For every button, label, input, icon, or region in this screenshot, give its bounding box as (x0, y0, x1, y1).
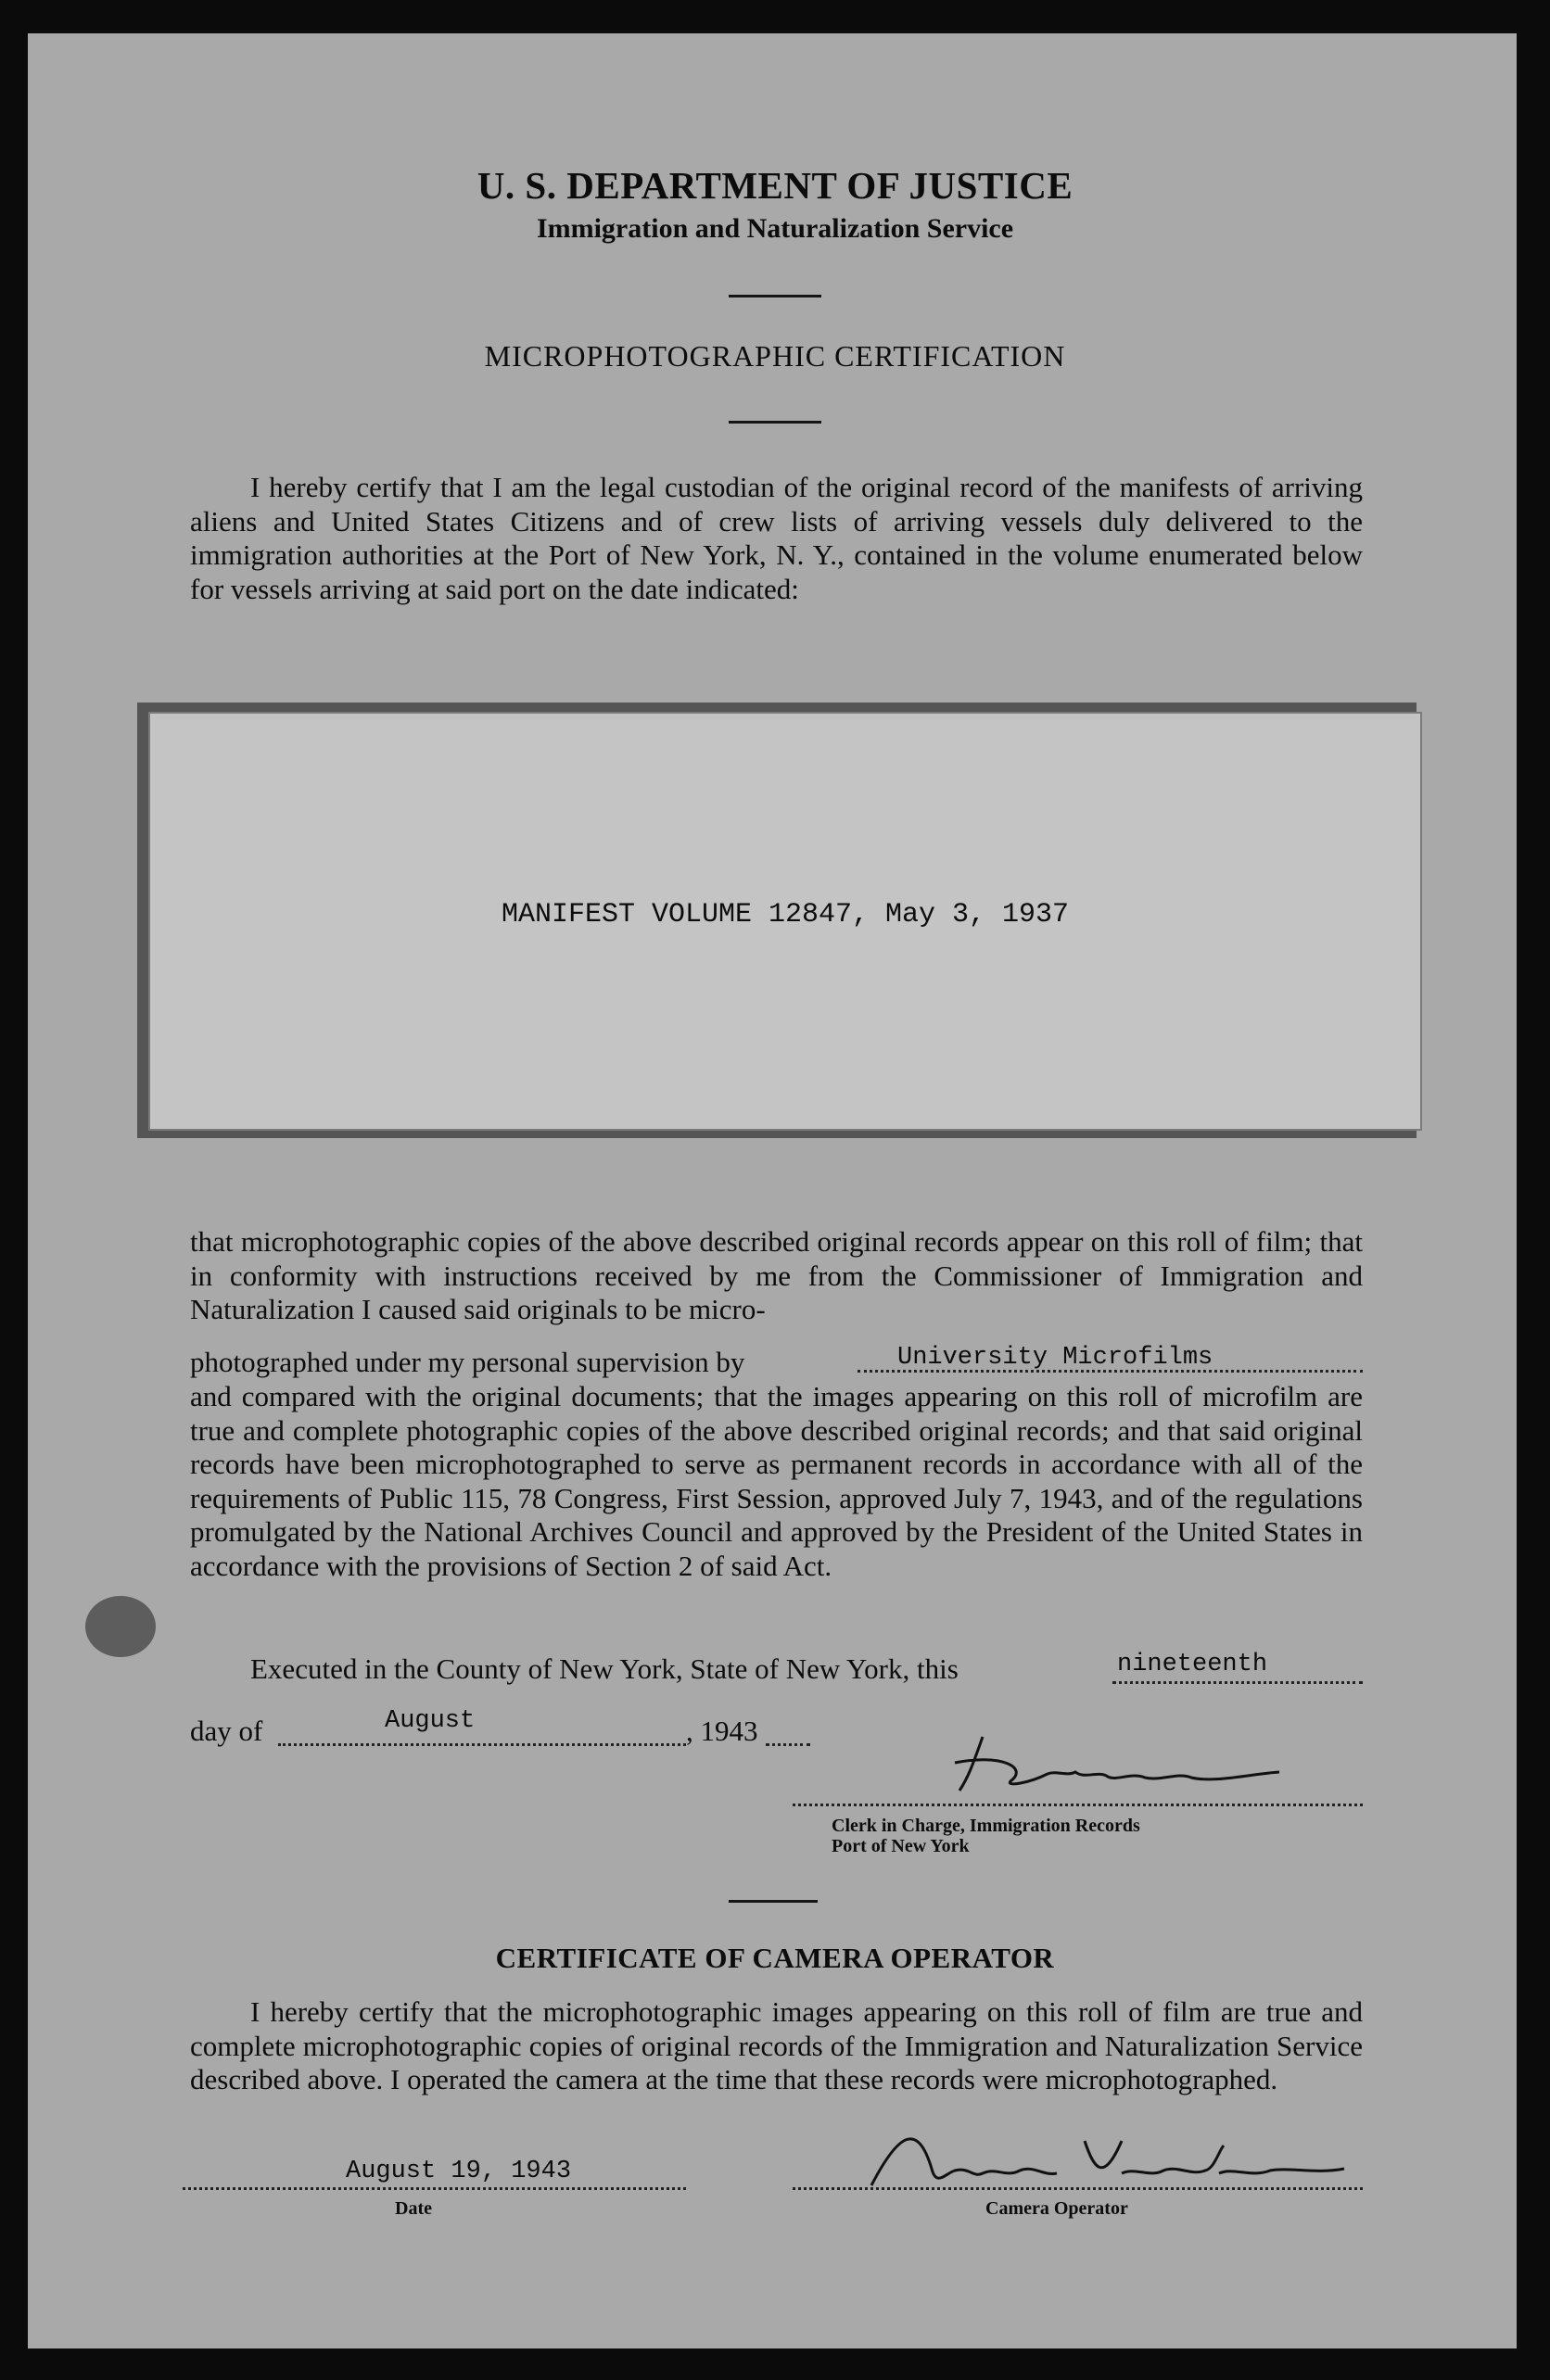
body-paragraph-part1: that microphotographic copies of the above described original records appear on this roll of film; that in conformity with instructions received by me from the Commissioner of Immigration and Naturalization I caused said originals to be micro- (190, 1225, 1363, 1325)
execution-text: Executed in the County of New York, State of New York, this (250, 1652, 959, 1685)
ink-blot (85, 1596, 156, 1657)
month-dotted-line (278, 1743, 686, 1746)
clerk-title-line2: Port of New York (832, 1836, 970, 1856)
intro-paragraph: I hereby certify that I am the legal custodian of the original record of the manifests of arriving aliens and United States Citizens and of crew lists of arriving vessels duly delivered to the immigration authorities at the Port of New York, N. Y., contained in the volume enumerated below for vessels arriving at said port on the date indicated: (190, 471, 1363, 605)
clerk-title-line1: Clerk in Charge, Immigration Records (832, 1816, 1140, 1836)
manifest-card (148, 712, 1422, 1131)
supervision-line-prefix: photographed under my personal supervision by (190, 1346, 745, 1378)
execution-year: , 1943 (686, 1715, 758, 1747)
day-of-label: day of (190, 1715, 263, 1747)
body-paragraph-part2: and compared with the original documents; that the images appearing on this roll of microfilm are true and complete photographic copies of the above described original records; and that said original records have been microphotographed to serve as permanent records in accordance with all of the requirements of Public 115, 78 Congress, First Session, approved July 7, 1943, and of the regulations promulgated by the National Archives Council and approved by the President of the United States in accordance with the provisions of Section 2 of said Act. (190, 1380, 1363, 1582)
clerk-signature (918, 1726, 1326, 1800)
date-dotted-line (183, 2187, 686, 2190)
operator-signature-line (793, 2187, 1363, 2190)
camera-operator-title: CERTIFICATE OF CAMERA OPERATOR (495, 1942, 1055, 1974)
section-divider (729, 1900, 818, 1903)
camera-operator-label: Camera Operator (985, 2198, 1128, 2219)
execution-month: August (385, 1707, 476, 1735)
clerk-signature-line (793, 1804, 1363, 1806)
title-divider (729, 421, 821, 424)
certification-title: MICROPHOTOGRAPHIC CERTIFICATION (484, 339, 1066, 373)
date-label: Date (395, 2198, 432, 2219)
department-heading: U. S. DEPARTMENT OF JUSTICE (476, 164, 1074, 207)
day-dotted-line (1112, 1681, 1363, 1684)
clerk-title (832, 1816, 1140, 1856)
camera-operator-paragraph: I hereby certify that the microphotographic images appearing on this roll of film are true and complete microphotographic copies of original records of the Immigration and Naturalization Service described above. I operated the camera at the time that these records were microphotographed. (190, 1995, 1363, 2095)
camera-operator-signature (844, 2122, 1363, 2196)
year-dotted-line (766, 1743, 810, 1746)
manifest-volume-label: MANIFEST VOLUME 12847, May 3, 1937 (501, 899, 1070, 930)
service-subheading: Immigration and Naturalization Service (536, 213, 1014, 244)
supervisor-name: University Microfilms (897, 1344, 1213, 1372)
execution-day: nineteenth (1117, 1651, 1268, 1678)
operator-date-value: August 19, 1943 (346, 2158, 572, 2185)
header-divider (729, 295, 821, 298)
